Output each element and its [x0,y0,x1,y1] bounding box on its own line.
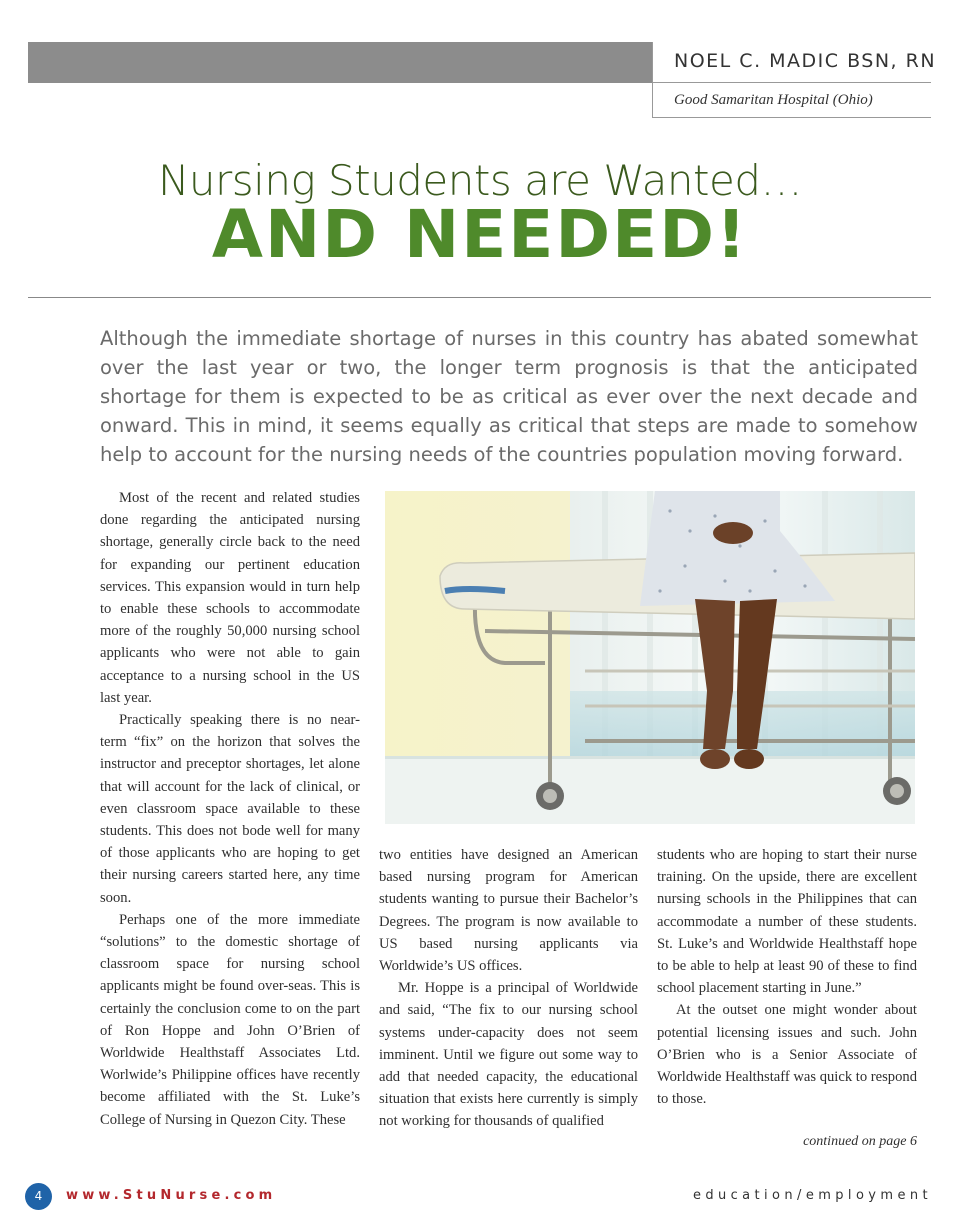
paragraph: Most of the recent and related studies done regarding the anticipated nursing shortage, generally circle back to the need for expanding our pertinent education services. This expansion would in turn help to enable these schools to accommodate more of the roughly 50,000 nursing school applicants who were not able to gain acceptance to a nursing school in the US last year. [100,490,360,706]
article-lede: Although the immediate shortage of nurses in this country has abated somewhat over the last year or two, the longer term prognosis is that the anticipated shortage for them is expected to be as critical as ever over the next decade and onward. This in mind, it seems equally as critical that steps are made to somehow help to account for the nursing needs of the countries population moving forward. [100,327,918,466]
author-affiliation: Good Samaritan Hospital (Ohio) [674,92,873,108]
continued-note: continued on page 6 [803,1134,917,1149]
website-link[interactable]: www.StuNurse.com [66,1188,277,1203]
title-divider [28,297,931,298]
body-column-2 [379,844,638,1133]
author-box-divider [652,42,653,118]
body-column-1 [100,487,360,1131]
paragraph: Practically speaking there is no near-term “fix” on the horizon that solves the instructor and preceptor shortages, let alone that will account for the lack of clinical, or even classroom space available to these students. This does not bode well for many of those applicants who are hoping to get their nursing careers started here, any time soon. [100,712,360,906]
author-rule-bottom [652,117,931,118]
paragraph: At the outset one might wonder about potential licensing issues and such. John O’Brien who is a Senior Associate of Worldwide Healthstaff was quick to respond to those. [657,1002,917,1108]
author-name: NOEL C. MADIC BSN, RN [674,50,937,72]
author-rule [652,82,931,83]
author-box [652,42,937,118]
paragraph: students who are hoping to start their nurse training. On the upside, there are excellent nursing schools in the Philippines that can accommodate a number of these students. St. Luke’s and Worldwide Healthstaff hope to be able to help at least 90 of these to find school placement starting in June.” [657,847,917,997]
body-column-3 [657,844,917,1110]
article-title-line1: Nursing Students are Wanted… [157,156,803,205]
header-gray-bar [28,42,652,83]
section-label: education/employment [692,1188,932,1203]
article-title-line2: AND NEEDED! [211,196,749,273]
paragraph: Perhaps one of the more immediate “solutions” to the domestic shortage of classroom space for nursing school applicants might be found over-seas. This is certainly the conclusion come to on the part of Ron Hoppe and John O’Brien of Worldwide Healthstaff Associates Ltd. Worlwide’s Philippine offices have recently become affiliated with the St. Luke’s College of Nursing in Quezon City. These [100,911,360,1128]
hospital-bed-photo [385,491,915,824]
paragraph: Mr. Hoppe is a principal of Worldwide and said, “The fix to our nursing school systems under-capacity does not seem imminent. Until we figure out some way to add that needed capacity, the educational situation that exists here currently is simply not working for thousands of qualified [379,980,638,1130]
paragraph: two entities have designed an American based nursing program for American students wanting to pursue their Bachelor’s Degrees. The program is now available to US based nursing applicants via Worldwide’s US offices. [379,847,638,975]
page-number-badge: 4 [25,1183,52,1210]
